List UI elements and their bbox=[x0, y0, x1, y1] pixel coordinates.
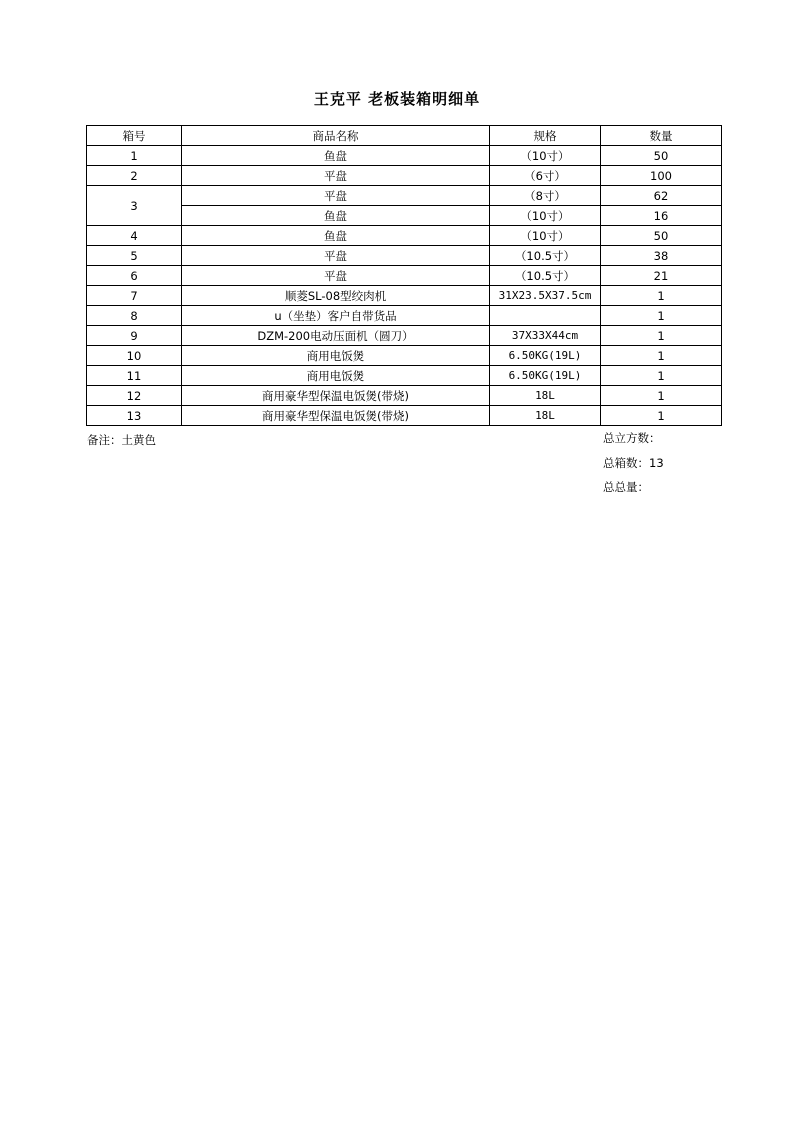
box-no-cell: 6 bbox=[87, 266, 182, 286]
spec-cell: （10寸） bbox=[490, 146, 601, 166]
spec-cell: 6.50KG(19L) bbox=[490, 346, 601, 366]
product-name-cell: 平盘 bbox=[182, 246, 490, 266]
product-name-cell: 平盘 bbox=[182, 266, 490, 286]
product-name-cell: 鱼盘 bbox=[182, 146, 490, 166]
box-no-cell: 12 bbox=[87, 386, 182, 406]
spec-cell: （10寸） bbox=[490, 206, 601, 226]
table-row bbox=[87, 366, 722, 386]
quantity-cell: 21 bbox=[601, 266, 722, 286]
box-no-cell: 8 bbox=[87, 306, 182, 326]
quantity-cell: 100 bbox=[601, 166, 722, 186]
table-row bbox=[87, 206, 722, 226]
product-name-cell: 商用豪华型保温电饭煲(带烧) bbox=[182, 406, 490, 426]
table-row bbox=[87, 166, 722, 186]
table-row bbox=[87, 286, 722, 306]
spec-cell: 37X33X44cm bbox=[490, 326, 601, 346]
product-name-cell: 鱼盘 bbox=[182, 226, 490, 246]
box-no-cell: 4 bbox=[87, 226, 182, 246]
product-name-cell: 鱼盘 bbox=[182, 206, 490, 226]
box-no-cell: 10 bbox=[87, 346, 182, 366]
table-row bbox=[87, 266, 722, 286]
table-row bbox=[87, 226, 722, 246]
product-name-cell: 商用电饭煲 bbox=[182, 366, 490, 386]
quantity-cell: 50 bbox=[601, 226, 722, 246]
spec-cell: 18L bbox=[490, 386, 601, 406]
spec-cell: （10.5寸） bbox=[490, 266, 601, 286]
box-no-cell: 1 bbox=[87, 146, 182, 166]
box-no-cell: 2 bbox=[87, 166, 182, 186]
header-spec: 规格 bbox=[490, 126, 601, 146]
box-no-cell: 9 bbox=[87, 326, 182, 346]
product-name-cell: 商用电饭煲 bbox=[182, 346, 490, 366]
table-row bbox=[87, 386, 722, 406]
total-weight-label: 总总量： bbox=[603, 480, 649, 494]
quantity-cell: 1 bbox=[601, 286, 722, 306]
quantity-cell: 1 bbox=[601, 306, 722, 326]
quantity-cell: 1 bbox=[601, 406, 722, 426]
header-box-no: 箱号 bbox=[87, 126, 182, 146]
quantity-cell: 38 bbox=[601, 246, 722, 266]
box-no-cell: 5 bbox=[87, 246, 182, 266]
total-boxes-label: 总箱数：13 bbox=[603, 456, 664, 470]
spec-cell: 18L bbox=[490, 406, 601, 426]
quantity-cell: 1 bbox=[601, 346, 722, 366]
table-row bbox=[87, 346, 722, 366]
quantity-cell: 1 bbox=[601, 386, 722, 406]
table-header-row bbox=[87, 126, 722, 146]
quantity-cell: 50 bbox=[601, 146, 722, 166]
product-name-cell: 顺菱SL-08型绞肉机 bbox=[182, 286, 490, 306]
box-no-cell: 3 bbox=[87, 186, 182, 226]
header-product-name: 商品名称 bbox=[182, 126, 490, 146]
box-no-cell: 13 bbox=[87, 406, 182, 426]
box-no-cell: 7 bbox=[87, 286, 182, 306]
spec-cell: （10寸） bbox=[490, 226, 601, 246]
product-name-cell: 商用豪华型保温电饭煲(带烧) bbox=[182, 386, 490, 406]
quantity-cell: 1 bbox=[601, 326, 722, 346]
table-row bbox=[87, 246, 722, 266]
spec-cell: （6寸） bbox=[490, 166, 601, 186]
quantity-cell: 1 bbox=[601, 366, 722, 386]
quantity-cell: 62 bbox=[601, 186, 722, 206]
document-title: 王克平 老板装箱明细单 bbox=[313, 90, 481, 108]
product-name-cell: 平盘 bbox=[182, 166, 490, 186]
table-row bbox=[87, 306, 722, 326]
spec-cell: （8寸） bbox=[490, 186, 601, 206]
product-name-cell: u（坐垫）客户自带货品 bbox=[182, 306, 490, 326]
table-row bbox=[87, 186, 722, 206]
packing-list-table bbox=[86, 125, 722, 426]
spec-cell: （10.5寸） bbox=[490, 246, 601, 266]
box-no-cell: 11 bbox=[87, 366, 182, 386]
remark-note: 备注：土黄色 bbox=[87, 433, 156, 447]
total-volume-label: 总立方数： bbox=[603, 431, 661, 445]
table-row bbox=[87, 326, 722, 346]
product-name-cell: DZM-200电动压面机（圆刀） bbox=[182, 326, 490, 346]
quantity-cell: 16 bbox=[601, 206, 722, 226]
spec-cell: 31X23.5X37.5cm bbox=[490, 286, 601, 306]
spec-cell: 6.50KG(19L) bbox=[490, 366, 601, 386]
spec-cell bbox=[490, 306, 601, 326]
product-name-cell: 平盘 bbox=[182, 186, 490, 206]
table-row bbox=[87, 406, 722, 426]
table-row bbox=[87, 146, 722, 166]
header-quantity: 数量 bbox=[601, 126, 722, 146]
